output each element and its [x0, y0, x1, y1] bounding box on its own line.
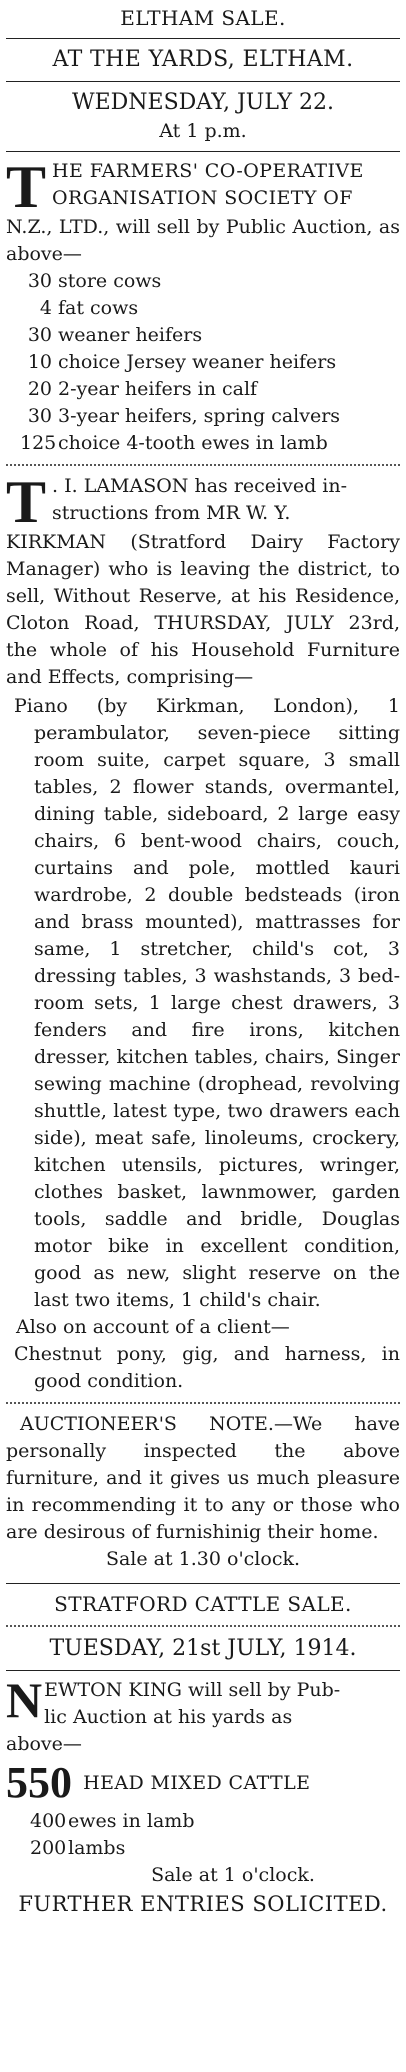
- dotted-divider: [6, 1402, 400, 1404]
- dotted-divider: [6, 464, 400, 466]
- stratford-stock-list: [6, 1808, 400, 1862]
- divider: [6, 1583, 400, 1584]
- eltham-intro: [6, 154, 400, 268]
- eltham-date: WEDNESDAY, JULY 22.: [71, 90, 335, 115]
- lamason-sale-time: Sale at 1.30 o'clock.: [105, 1548, 301, 1570]
- eltham-intro-line2: ORGANISATION SOCIETY OF: [52, 187, 353, 209]
- stratford-title: STRATFORD CATTLE SALE.: [54, 1592, 352, 1616]
- lamason-client-items: Chestnut pony, gig, and harness, in good condition.: [14, 1343, 400, 1392]
- list-item: 10 choice Jersey weaner heifers: [27, 351, 337, 373]
- eltham-time: At 1 p.m.: [159, 120, 247, 142]
- divider: [6, 81, 400, 82]
- list-item: 30 3-year heifers, spring calvers: [27, 405, 341, 427]
- head-count-text: HEAD MIXED CATTLE: [83, 1771, 311, 1794]
- eltham-title: ELTHAM SALE.: [120, 6, 286, 30]
- further-entries: FURTHER ENTRIES SOLICITED.: [18, 1892, 388, 1916]
- stratford-intro-line2: lic Auction at his yards as: [44, 1706, 293, 1728]
- list-item: 4 fat cows: [39, 297, 139, 319]
- lamason-intro-rest: KIRKMAN (Stratford Dairy Factory Manager) who is leaving the district, to sell, Without Reserve, at his Residence, Cloton Road, THURSDAY, JULY 23rd, the whole of his Household Furniture and Effects, comprising—: [6, 531, 400, 688]
- lamason-client-line: Also on account of a client—: [16, 1316, 290, 1338]
- list-item: 200lambs: [30, 1837, 126, 1859]
- drop-cap: N: [6, 1672, 43, 1728]
- list-item: 400ewes in lamb: [30, 1810, 195, 1832]
- lamason-items: Piano (by Kirkman, London), 1 perambulator, seven-piece sitting room suite, carpet square, 3 small tables, 2 flower stands, overmantel, dining table, sideboard, 2 large easy chairs, 6 bent-wood chairs, couch, curtains and pole, mottled kauri wardrobe, 2 double bedsteads (iron and brass mounted), mattrasses for same, 1 stretcher, child's cot, 3 dressing tables, 3 washstands, 3 bed-room sets, 1 large chest drawers, 3 fenders and fire irons, kitchen dresser, kitchen tables, chairs, Singer sewing machine (drophead, revolving shuttle, latest type, two drawers each side), meat safe, linoleums, crockery, kitchen utensils, pictures, wringer, clothes basket, lawnmower, garden tools, saddle and bridle, Douglas motor bike in excellent condition, good as new, slight reserve on the last two items, 1 child's chair.: [14, 695, 400, 1311]
- stratford-intro-line1: EWTON KING will sell by Pub-: [44, 1679, 341, 1701]
- newspaper-column: [6, 0, 400, 1919]
- list-item: 125choice 4-tooth ewes in lamb: [20, 432, 328, 454]
- eltham-venue: AT THE YARDS, ELTHAM.: [52, 47, 354, 72]
- lamason-intro: [6, 469, 400, 691]
- list-item: 30 weaner heifers: [27, 324, 203, 346]
- lamason-intro-line2: structions from MR W. Y.: [52, 502, 291, 524]
- stratford-date: TUESDAY, 21st JULY, 1914.: [49, 1636, 357, 1661]
- auctioneers-note: AUCTIONEER'S NOTE.—We have personally inspected the above furniture, and it gives us much pleasure in recommending it to any or those who are desirous of furnishinig their home.: [6, 1413, 400, 1543]
- stratford-intro-rest: above—: [6, 1733, 82, 1755]
- eltham-sale-ad: [6, 4, 400, 457]
- lamason-intro-line1: . I. LAMASON has received in-: [52, 475, 348, 497]
- lamason-furniture-ad: [6, 469, 400, 1573]
- head-count-line: [6, 1758, 400, 1808]
- eltham-intro-line1: HE FARMERS' CO-OPERATIVE: [52, 160, 364, 182]
- drop-cap: T: [6, 469, 47, 535]
- stratford-sale-time: Sale at 1 o'clock.: [151, 1864, 315, 1886]
- eltham-stock-list: [6, 268, 400, 457]
- drop-cap: T: [6, 154, 47, 220]
- divider: [6, 1670, 400, 1671]
- dotted-divider: [6, 1625, 400, 1627]
- divider: [6, 38, 400, 39]
- stratford-cattle-ad: [6, 1590, 400, 1919]
- eltham-intro-rest: N.Z., LTD., will sell by Public Auction, as above—: [6, 216, 400, 265]
- head-count-number: 550: [6, 1758, 72, 1807]
- list-item: 30 store cows: [27, 270, 162, 292]
- divider: [6, 151, 400, 152]
- list-item: 20 2-year heifers in calf: [27, 378, 258, 400]
- stratford-intro: [6, 1672, 400, 1758]
